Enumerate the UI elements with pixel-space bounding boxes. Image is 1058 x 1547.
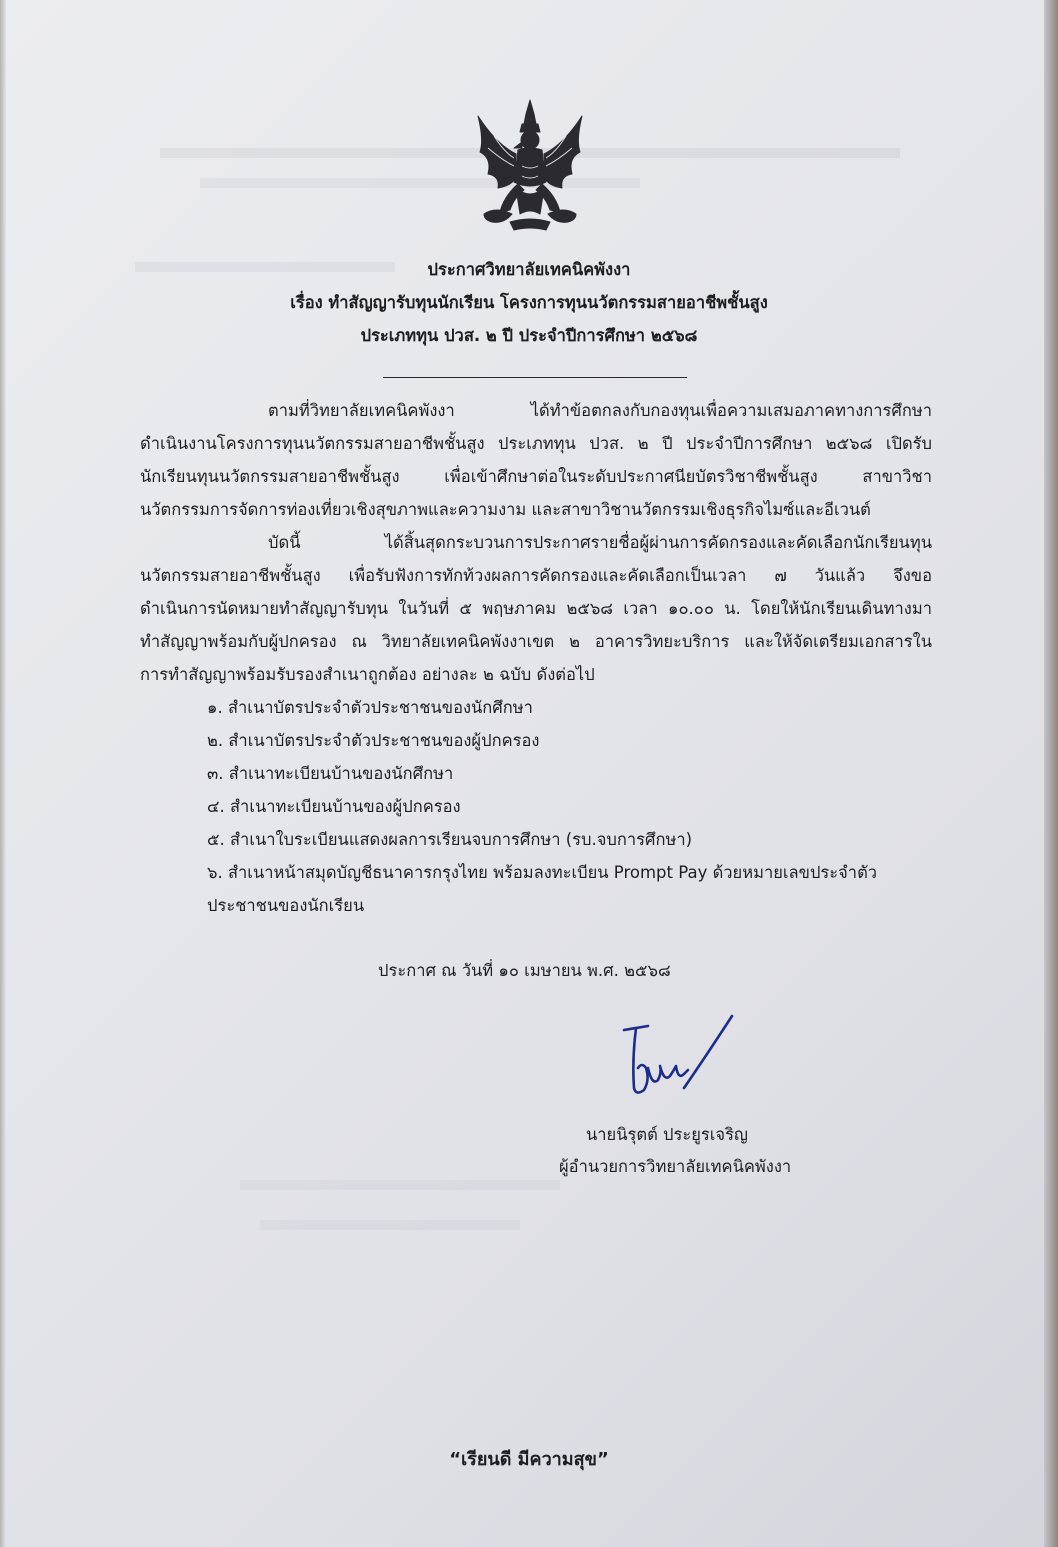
document-list-item: ๖. สำเนาหน้าสมุดบัญชีธนาคารกรุงไทย พร้อมลงทะเบียน Prompt Pay ด้วยหมายเลขประจำตัว [207,863,878,882]
signer-name: นายนิรุตต์ ประยูรเจริญ [586,1125,748,1144]
document-list-item: ๒. สำเนาบัตรประจำตัวประชาชนของผู้ปกครอง [207,731,540,750]
paragraph-1-line: ตามที่วิทยาลัยเทคนิคพังงา ได้ทำข้อตกลงกับกองทุนเพื่อความเสมอภาคทางการศึกษา [268,401,932,420]
garuda-emblem-icon [470,96,590,236]
title-divider [383,377,687,378]
paragraph-2-line: ทำสัญญาพร้อมกับผู้ปกครอง ณ วิทยาลัยเทคนิคพังงาเขต ๒ อาคารวิทยะบริการ และให้จัดเตรียมเอกสารใน [140,632,932,651]
paper-edge-right [1044,0,1058,1547]
paper-edge-left [0,0,6,1547]
announcement-subject: เรื่อง ทำสัญญารับทุนนักเรียน โครงการทุนนวัตกรรมสายอาชีพชั้นสูง [290,293,768,312]
document-list-item-continuation: ประชาชนของนักเรียน [207,896,365,915]
college-motto: “เรียนดี มีความสุข” [449,1449,609,1470]
announcement-title: ประกาศวิทยาลัยเทคนิคพังงา [427,260,631,279]
paragraph-1-line: นักเรียนทุนนวัตกรรมสายอาชีพชั้นสูง เพื่อเข้าศึกษาต่อในระดับประกาศนียบัตรวิชาชีพชั้นสูง สาขาวิชา [140,467,932,486]
announcement-scholarship-type: ประเภททุน ปวส. ๒ ปี ประจำปีการศึกษา ๒๕๖๘ [360,326,698,345]
document-list-item: ๔. สำเนาทะเบียนบ้านของผู้ปกครอง [207,797,461,816]
document-list-item: ๓. สำเนาทะเบียนบ้านของนักศึกษา [207,764,454,783]
document-list-item: ๑. สำเนาบัตรประจำตัวประชาชนของนักศึกษา [207,698,533,717]
paragraph-2-line: นวัตกรรมสายอาชีพชั้นสูง เพื่อรับฟังการทักท้วงผลการคัดกรองและคัดเลือกเป็นเวลา ๗ วันแล้ว จึงขอ [140,566,932,585]
paragraph-1-line: ดำเนินงานโครงการทุนนวัตกรรมสายอาชีพชั้นสูง ประเภททุน ปวส. ๒ ปี ประจำปีการศึกษา ๒๕๖๘ เปิดรับ [140,434,932,453]
announcement-date: ประกาศ ณ วันที่ ๑๐ เมษายน พ.ศ. ๒๕๖๘ [378,961,671,980]
signer-position: ผู้อำนวยการวิทยาลัยเทคนิคพังงา [559,1157,792,1176]
paragraph-2-line: ดำเนินการนัดหมายทำสัญญารับทุน ในวันที่ ๕ พฤษภาคม ๒๕๖๘ เวลา ๑๐.๐๐ น. โดยให้นักเรียนเดินทางมา [140,599,932,618]
paragraph-2-line: บัดนี้ ได้สิ้นสุดกระบวนการประกาศรายชื่อผู้ผ่านการคัดกรองและคัดเลือกนักเรียนทุน [268,533,932,552]
paragraph-2-line: การทำสัญญาพร้อมรับรองสำเนาถูกต้อง อย่างละ ๒ ฉบับ ดังต่อไป [140,665,595,684]
document-list-item: ๕. สำเนาใบระเบียนแสดงผลการเรียนจบการศึกษา (รบ.จบการศึกษา) [207,830,693,849]
handwritten-signature [618,1010,742,1110]
paragraph-1-line: นวัตกรรมการจัดการท่องเที่ยวเชิงสุขภาพและความงาม และสาขาวิชานวัตกรรมเชิงธุรกิจไมซ์และอีเวนต์ [140,500,871,519]
